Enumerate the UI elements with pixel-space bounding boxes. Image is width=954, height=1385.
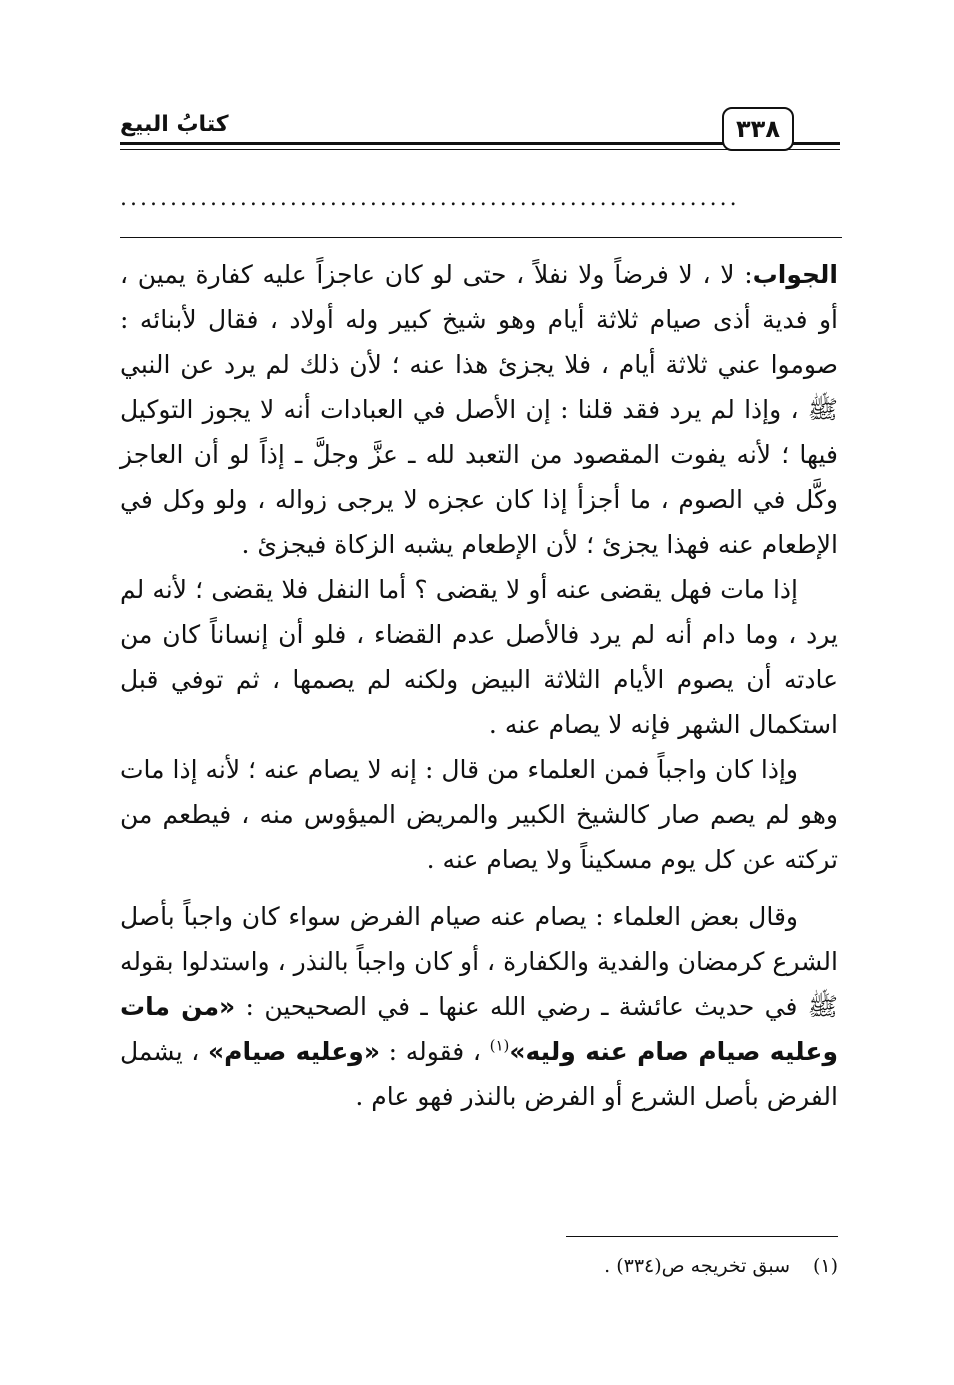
hadith-quote-short: «وعليه صيام»: [208, 1037, 380, 1066]
scholars-text-b: ، فقوله :: [379, 1037, 490, 1066]
dotted-line: ..............................................................: [120, 186, 740, 211]
answer-text: : لا ، لا فرضاً ولا نفلاً ، حتى لو كان عاجزاً عليه كفارة يمين ، أو فدية أذى صيام ثلاثة أيام وهو شيخ كبير وله أولاد ، فقال لأبنائه : صوموا عني ثلاثة أيام ، فلا يجزئ هذا عنه ؛ لأن ذلك لم يرد عن النبي ﷺ ، وإذا لم يرد فقد قلنا : إن الأصل في العبادات أنه لا يجوز التوكيل فيها ؛ لأنه يفوت المقصود من التعبد لله ـ عزَّ وجلَّ ـ إذاً لو أن العاجز وكَّل في الصوم ، ما أجزأ إذا كان عجزه لا يرجى زواله ، ولو وكل في الإطعام عنه فهذا يجزئ ؛ لأن الإطعام يشبه الزكاة فيجزئ .: [120, 260, 838, 559]
body-text: [120, 252, 838, 1119]
paragraph-answer: [120, 252, 838, 567]
footnote-rule: [566, 1236, 838, 1237]
footnote-number: (١): [812, 1255, 838, 1277]
separator-rule: [120, 237, 842, 238]
paragraph-death: إذا مات فهل يقضى عنه أو لا يقضى ؟ أما النفل فلا يقضى ؛ لأنه لم يرد ، وما دام أنه لم يرد فالأصل عدم القضاء ، فلو أن إنساناً كان من عادته أن يصوم الأيام الثلاثة البيض ولكنه لم يصمها ، ثم توفي قبل استكمال الشهر فإنه لا يصام عنه .: [120, 575, 838, 739]
page-number: ٣٣٨: [722, 107, 794, 151]
paragraph-scholars: [120, 894, 838, 1119]
footnote-ref: (١): [489, 1036, 510, 1055]
footnote-text: سبق تخريجه ص(٣٣٤) .: [604, 1255, 790, 1277]
answer-label: الجواب: [752, 260, 838, 289]
book-title: كتابُ البيع: [120, 112, 229, 137]
hadith-quote: «من مات وعليه صيام صام عنه وليه»: [120, 992, 839, 1066]
scholars-text-a: وقال بعض العلماء : يصام عنه صيام الفرض سواء كان واجباً بأصل الشرع كرمضان والفدية والكفارة ، أو كان واجباً بالنذر ، واستدلوا بقوله ﷺ في حديث عائشة ـ رضي الله عنها ـ في الصحيحين :: [120, 902, 839, 1021]
scholars-text-c: ، يشمل الفرض بأصل الشرع أو الفرض بالنذر فهو عام .: [120, 1037, 838, 1111]
footnote: [400, 1252, 838, 1280]
paragraph-obligatory: وإذا كان واجباً فمن العلماء من قال : إنه لا يصام عنه ؛ لأنه إذا مات وهو لم يصم صار كالشيخ الكبير والمريض الميؤوس منه ، فيطعم من تركته عن كل يوم مسكيناً ولا يصام عنه .: [120, 755, 838, 874]
